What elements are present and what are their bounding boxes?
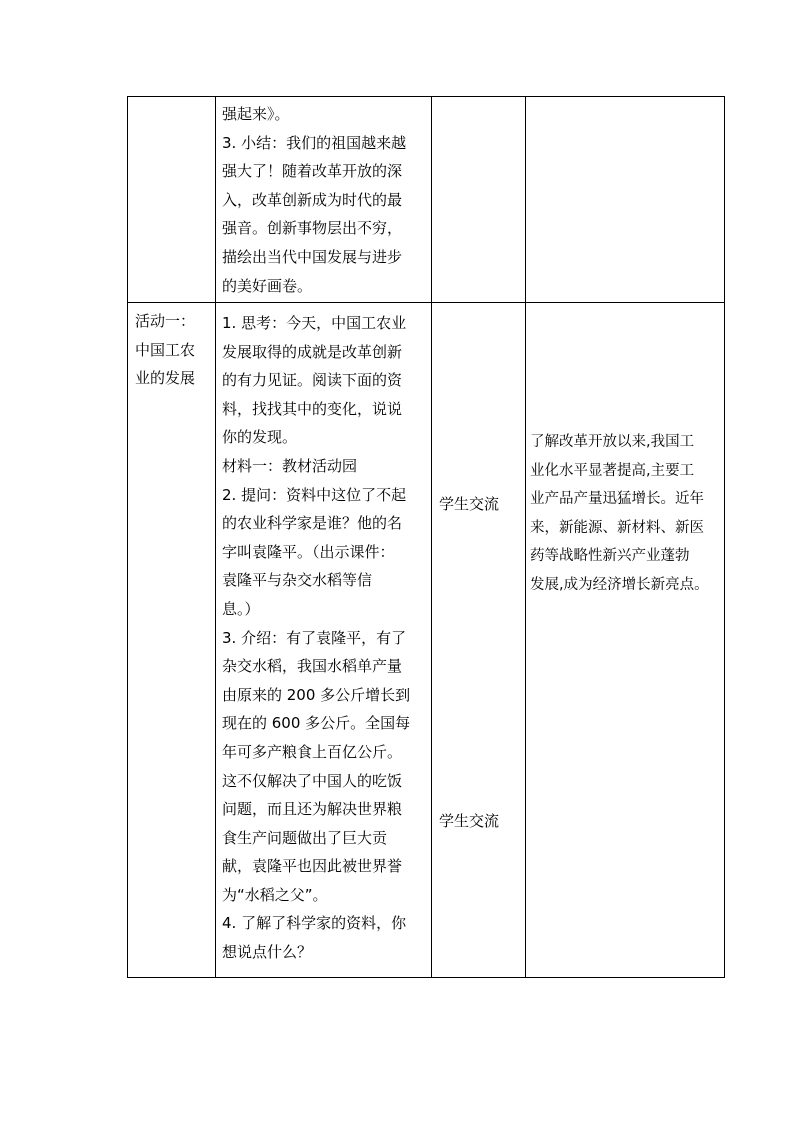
student-activity-text: 学生交流 [439, 495, 500, 513]
text-line: 药等战略性新兴产业蓬勃 [530, 548, 690, 565]
text-line: 2. 提问：资料中这位了不起 [222, 485, 407, 504]
text-line: 字叫袁隆平。（出示课件： [222, 542, 395, 561]
text-line: 的有力见证。阅读下面的资 [222, 371, 403, 390]
student-activity-cell [432, 97, 526, 303]
text-line: 强起来》。 [222, 105, 290, 123]
text-line: 献，袁隆平也因此被世界誉 [222, 857, 403, 876]
text-line: 由原来的 200 多公斤增长到 [222, 685, 411, 704]
text-line: 发展取得的成就是改革创新 [222, 342, 403, 361]
student-activity-cell [432, 303, 526, 978]
text-line: 现在的 600 多公斤。全国每 [222, 714, 411, 733]
activity-cell [128, 303, 216, 978]
text-line: 食生产问题做出了巨大贡 [222, 828, 388, 847]
text-line: 想说点什么？ [222, 943, 313, 962]
lesson-plan-table [127, 96, 725, 978]
text-line: 息。） [222, 599, 260, 618]
text-line: 了解改革开放以来,我国工 [530, 434, 695, 450]
process-text [216, 303, 431, 967]
text-line: 这不仅解决了中国人的吃饭 [222, 771, 403, 790]
text-line: 你的发现。 [222, 428, 298, 447]
text-line: 料，找找其中的变化，说说 [222, 399, 403, 418]
text-line: 的农业科学家是谁？他的名 [222, 514, 403, 533]
text-line: 业产品产量迅猛增长。近年 [530, 491, 704, 508]
text-line: 的美好画卷。 [222, 276, 313, 295]
text-line: 入，改革创新成为时代的最 [222, 190, 403, 209]
text-line: 材料一：教材活动园 [222, 456, 358, 475]
text-line: 问题，而且还为解决世界粮 [222, 800, 403, 819]
text-line: 发展,成为经济增长新亮点。 [530, 576, 709, 593]
text-line: 业的发展 [135, 369, 196, 388]
text-line: 3. 小结：我们的祖国越来越 [222, 133, 407, 152]
table-row [128, 303, 725, 978]
text-line: 业化水平显著提高,主要工 [530, 462, 695, 479]
intent-cell [526, 97, 725, 303]
design-intent-text [530, 428, 709, 600]
activity-cell [128, 97, 216, 303]
text-line: 杂交水稻，我国水稻单产量 [222, 657, 403, 676]
text-line: 强音。创新事物层出不穷， [222, 219, 403, 238]
process-text [216, 97, 431, 300]
text-line: 3. 介绍：有了袁隆平，有了 [222, 628, 407, 647]
process-cell [216, 303, 432, 978]
student-activity-text: 学生交流 [439, 812, 500, 830]
text-line: 袁隆平与杂交水稻等信 [222, 571, 373, 590]
text-line: 4. 了解了科学家的资料，你 [222, 914, 407, 933]
text-line: 强大了！随着改革开放的深 [222, 162, 403, 181]
table-row [128, 97, 725, 303]
text-line: 活动一： [135, 312, 196, 330]
text-line: 中国工农 [135, 340, 196, 359]
text-line: 为“水稻之父”。 [222, 885, 328, 904]
text-line: 年可多产粮食上百亿公斤。 [222, 742, 403, 761]
text-line: 描绘出当代中国发展与进步 [222, 247, 403, 266]
intent-cell [526, 303, 725, 978]
activity-title [128, 303, 215, 393]
text-line: 1. 思考：今天，中国工农业 [222, 314, 407, 332]
text-line: 来，新能源、新材料、新医 [530, 519, 704, 536]
process-cell [216, 97, 432, 303]
